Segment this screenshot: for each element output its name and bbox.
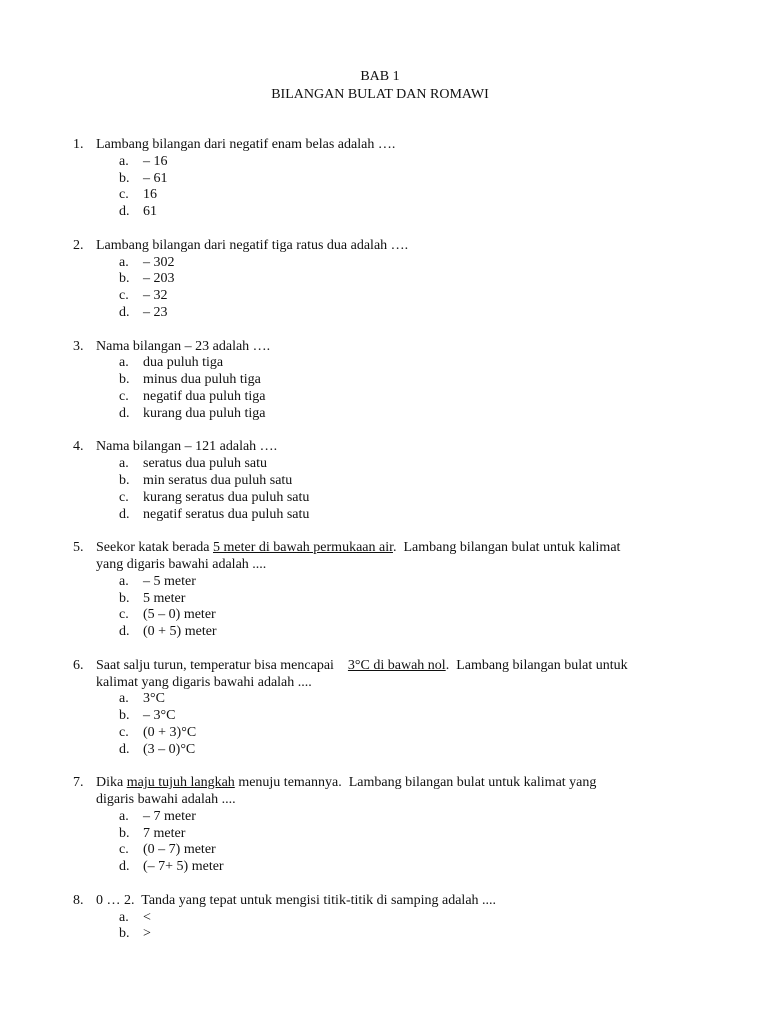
- answer-option: [73, 691, 713, 708]
- option-letter: d.: [119, 204, 130, 220]
- text-segment: kalimat yang digaris bawahi adalah ....: [96, 674, 312, 690]
- answer-option: [73, 355, 713, 372]
- answer-option: [73, 725, 713, 742]
- option-text: kurang seratus dua puluh satu: [143, 489, 310, 505]
- text-segment: . Lambang bilangan bulat untuk kalimat: [392, 540, 621, 556]
- answer-option: [73, 490, 713, 507]
- option-letter: d.: [119, 624, 130, 640]
- question-text: [73, 339, 713, 356]
- page-title: BILANGAN BULAT DAN ROMAWI: [271, 87, 489, 102]
- question-text: [73, 675, 713, 692]
- option-letter: c.: [119, 388, 129, 404]
- answer-option: [73, 859, 713, 876]
- answer-option: [73, 591, 713, 608]
- option-letter: d.: [119, 859, 130, 875]
- answer-option: [73, 406, 713, 423]
- question-text: [73, 439, 713, 456]
- answer-option: [73, 288, 713, 305]
- text-segment: Nama bilangan – 23 adalah ….: [96, 338, 271, 354]
- option-text: negatif seratus dua puluh satu: [143, 506, 310, 522]
- option-text: 5 meter: [143, 590, 186, 606]
- option-text: – 302: [143, 254, 175, 270]
- answer-option: [73, 624, 713, 641]
- answer-option: [73, 271, 713, 288]
- option-text: – 32: [143, 288, 168, 304]
- answer-option: [73, 910, 713, 927]
- text-segment: Lambang bilangan dari negatif tiga ratus dua adalah ….: [96, 237, 409, 253]
- option-text: (5 – 0) meter: [143, 607, 216, 623]
- option-text: (0 + 5) meter: [143, 624, 217, 640]
- answer-option: [73, 389, 713, 406]
- question-number: 7.: [73, 775, 84, 791]
- question-item: [73, 137, 713, 221]
- question-number: 3.: [73, 338, 84, 354]
- option-letter: a.: [119, 355, 129, 371]
- question-text: [73, 893, 713, 910]
- option-letter: a.: [119, 573, 129, 589]
- option-letter: b.: [119, 825, 130, 841]
- option-letter: d.: [119, 741, 130, 757]
- option-letter: c.: [119, 842, 129, 858]
- option-letter: d.: [119, 506, 130, 522]
- question-number: 5.: [73, 540, 84, 556]
- option-letter: a.: [119, 254, 129, 270]
- question-text: [73, 775, 713, 792]
- option-letter: b.: [119, 271, 130, 287]
- option-letter: a.: [119, 153, 129, 169]
- option-text: 16: [143, 187, 157, 203]
- option-text: 61: [143, 204, 157, 220]
- option-letter: b.: [119, 708, 130, 724]
- answer-option: [73, 742, 713, 759]
- option-text: kurang dua puluh tiga: [143, 405, 266, 421]
- answer-option: [73, 842, 713, 859]
- answer-option: [73, 926, 713, 943]
- answer-option: [73, 607, 713, 624]
- option-text: (0 – 7) meter: [143, 842, 216, 858]
- question-number: 2.: [73, 237, 84, 253]
- option-letter: c.: [119, 187, 129, 203]
- answer-option: [73, 473, 713, 490]
- answer-option: [73, 708, 713, 725]
- text-segment: yang digaris bawahi adalah ....: [96, 556, 267, 572]
- option-letter: c.: [119, 724, 129, 740]
- text-segment: menuju temannya. Lambang bilangan bulat untuk kalimat yang: [234, 775, 597, 791]
- question-item: [73, 540, 713, 641]
- option-letter: d.: [119, 304, 130, 320]
- answer-option: [73, 507, 713, 524]
- answer-option: [73, 187, 713, 204]
- option-letter: a.: [119, 909, 129, 925]
- option-text: – 203: [143, 271, 175, 287]
- option-letter: a.: [119, 808, 129, 824]
- question-text: [73, 137, 713, 154]
- option-letter: d.: [119, 405, 130, 421]
- text-segment: Nama bilangan – 121 adalah ….: [96, 439, 278, 455]
- option-text: <: [143, 909, 151, 925]
- option-text: seratus dua puluh satu: [143, 456, 268, 472]
- underlined-phrase: 3°C di bawah nol: [347, 657, 446, 673]
- answer-option: [73, 574, 713, 591]
- question-item: [73, 775, 713, 876]
- option-text: – 3°C: [143, 708, 176, 724]
- option-letter: b.: [119, 170, 130, 186]
- option-text: – 61: [143, 170, 168, 186]
- option-letter: c.: [119, 489, 129, 505]
- option-text: >: [143, 926, 151, 942]
- question-text: [73, 792, 713, 809]
- text-segment: Saat salju turun, temperatur bisa mencapai: [96, 657, 348, 673]
- question-number: 6.: [73, 657, 84, 673]
- answer-option: [73, 456, 713, 473]
- option-text: – 23: [143, 304, 168, 320]
- option-text: 3°C: [143, 691, 165, 707]
- question-item: [73, 439, 713, 523]
- text-segment: 0 … 2. Tanda yang tepat untuk mengisi titik-titik di samping adalah ....: [96, 892, 497, 908]
- answer-option: [73, 171, 713, 188]
- answer-option: [73, 826, 713, 843]
- option-text: – 7 meter: [143, 808, 196, 824]
- option-text: (0 + 3)°C: [143, 724, 197, 740]
- option-text: min seratus dua puluh satu: [143, 472, 293, 488]
- question-item: [73, 658, 713, 759]
- underlined-phrase: maju tujuh langkah: [126, 775, 235, 791]
- answer-option: [73, 809, 713, 826]
- question-number: 1.: [73, 137, 84, 152]
- option-text: negatif dua puluh tiga: [143, 388, 266, 404]
- question-text: [73, 238, 713, 255]
- text-segment: Dika: [96, 775, 127, 791]
- question-text: [73, 540, 713, 557]
- question-text: [73, 658, 713, 675]
- option-letter: b.: [119, 372, 130, 388]
- option-text: – 5 meter: [143, 573, 196, 589]
- text-segment: digaris bawahi adalah ....: [96, 792, 236, 808]
- underlined-phrase: 5 meter di bawah permukaan air: [213, 540, 393, 556]
- option-text: (3 – 0)°C: [143, 741, 196, 757]
- option-letter: a.: [119, 456, 129, 472]
- option-letter: b.: [119, 926, 130, 942]
- question-number: 8.: [73, 892, 84, 908]
- option-letter: c.: [119, 288, 129, 304]
- answer-option: [73, 305, 713, 322]
- question-item: [73, 238, 713, 322]
- question-number: 4.: [73, 439, 84, 455]
- option-text: (– 7+ 5) meter: [143, 859, 224, 875]
- question-list: [73, 137, 713, 960]
- text-segment: Seekor katak berada: [96, 540, 213, 556]
- answer-option: [73, 372, 713, 389]
- question-text: [73, 557, 713, 574]
- option-letter: b.: [119, 590, 130, 606]
- option-letter: b.: [119, 472, 130, 488]
- question-item: [73, 893, 713, 943]
- question-item: [73, 339, 713, 423]
- text-segment: Lambang bilangan dari negatif enam belas adalah ….: [96, 137, 396, 152]
- answer-option: [73, 255, 713, 272]
- option-text: dua puluh tiga: [143, 355, 224, 371]
- option-text: minus dua puluh tiga: [143, 372, 261, 388]
- text-segment: . Lambang bilangan bulat untuk: [445, 657, 628, 673]
- answer-option: [73, 154, 713, 171]
- answer-option: [73, 204, 713, 221]
- chapter-heading: BAB 1: [360, 69, 400, 84]
- option-text: – 16: [143, 153, 168, 169]
- option-letter: c.: [119, 607, 129, 623]
- option-letter: a.: [119, 691, 129, 707]
- option-text: 7 meter: [143, 825, 186, 841]
